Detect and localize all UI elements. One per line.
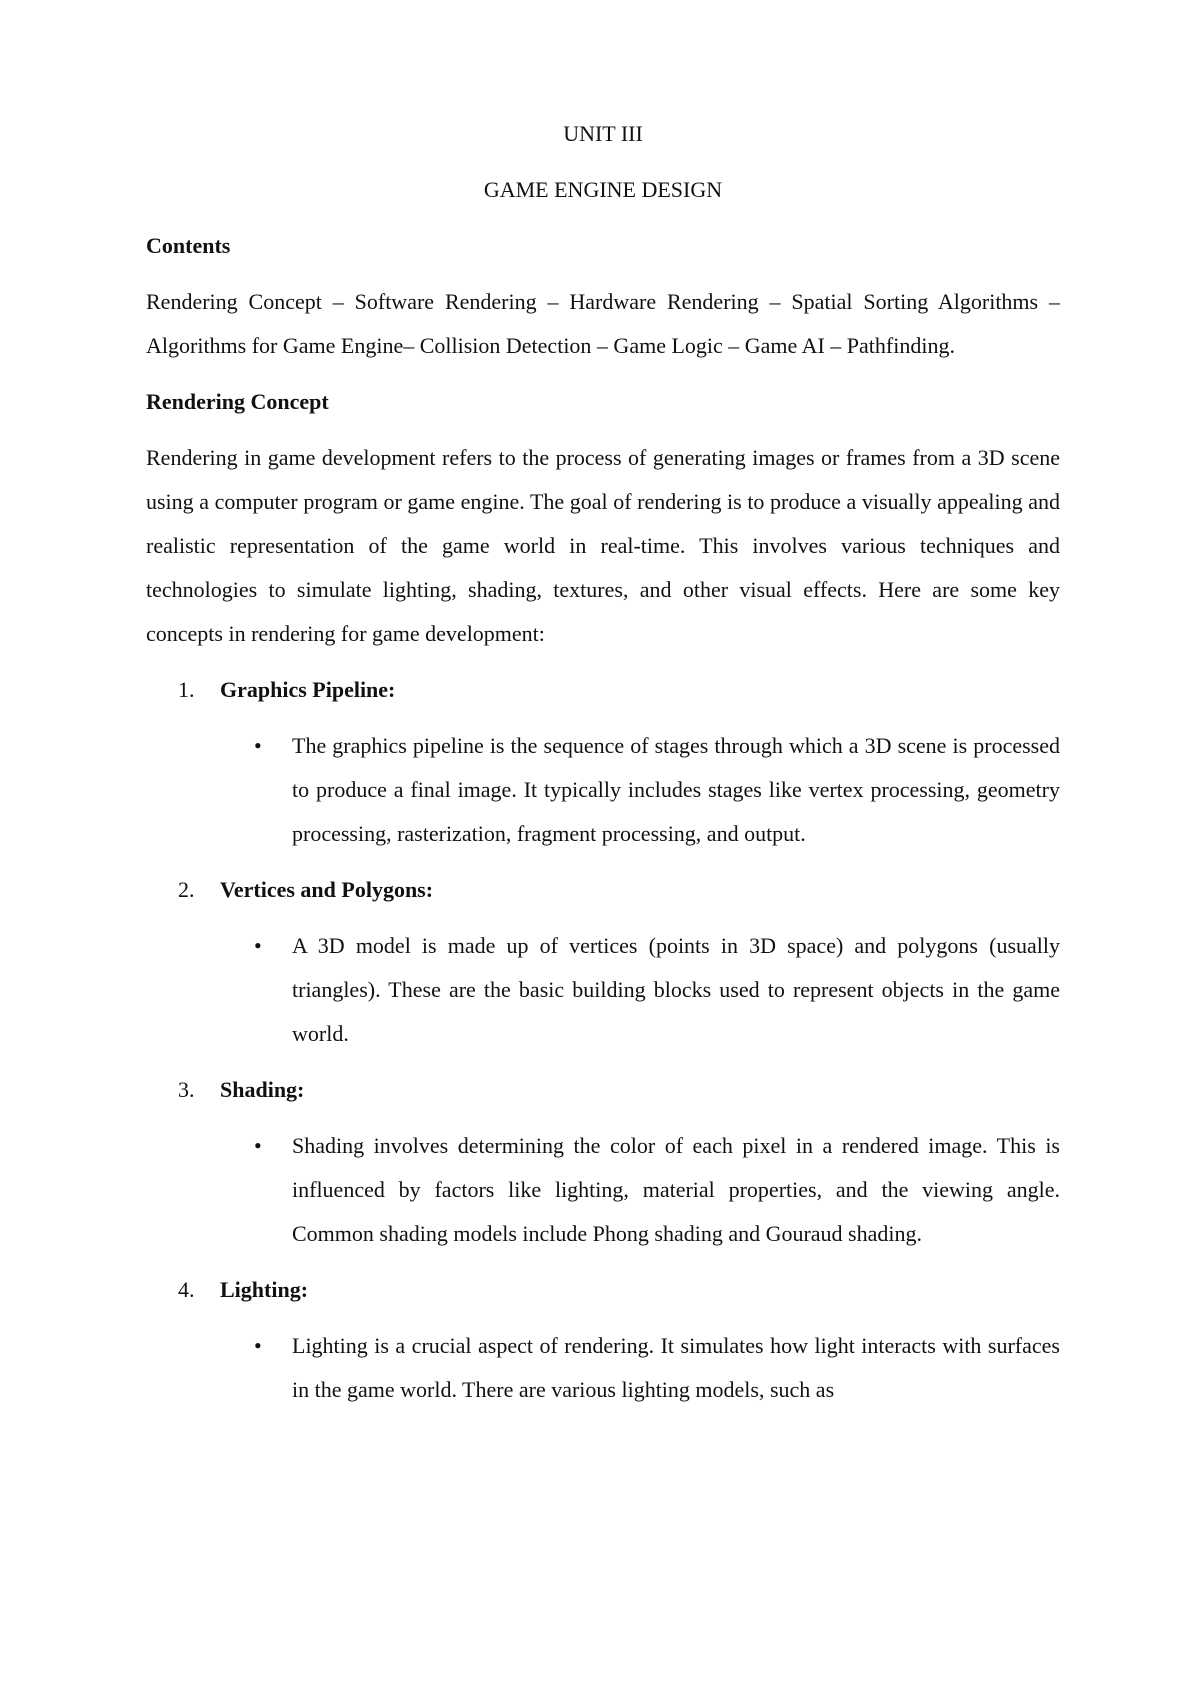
bullet-text: Shading involves determining the color of each pixel in a rendered image. This is influenced by factors like lighting, material properties, and the viewing angle. Common shading models include Phong shading and Gouraud shading. (292, 1133, 1060, 1246)
contents-text: Rendering Concept – Software Rendering – Hardware Rendering – Spatial Sorting Algorithms – Algorithms for Game Engine– Collision Detection – Game Logic – Game AI – Pathfinding. (146, 289, 1060, 358)
list-item (146, 668, 1060, 856)
bullet-text: A 3D model is made up of vertices (points in 3D space) and polygons (usually triangles). These are the basic building blocks used to represent objects in the game world. (292, 933, 1060, 1046)
list-item (146, 868, 1060, 1056)
list-item-title: Lighting: (220, 1277, 309, 1302)
bullet-text: Lighting is a crucial aspect of rendering. It simulates how light interacts with surfaces in the game world. There are various lighting models, such as (292, 1333, 1060, 1402)
list-item-number: 3. (178, 1077, 195, 1102)
list-item-title: Graphics Pipeline: (220, 677, 396, 702)
bullet-paragraph (146, 924, 1060, 1056)
list-item (146, 1268, 1060, 1412)
list-item-heading (146, 1068, 1060, 1112)
bullet-icon: • (254, 1333, 262, 1358)
list-item-heading (146, 1268, 1060, 1312)
bullet-paragraph (146, 724, 1060, 856)
contents-heading: Contents (146, 233, 231, 258)
list-item-number: 1. (178, 677, 195, 702)
bullet-paragraph (146, 1324, 1060, 1412)
list-item-number: 2. (178, 877, 195, 902)
bullet-text: The graphics pipeline is the sequence of stages through which a 3D scene is processed to produce a final image. It typically includes stages like vertex processing, geometry processing, rasterization, fragment processing, and output. (292, 733, 1060, 846)
concept-list (146, 668, 1060, 1412)
unit-label: UNIT III (563, 121, 643, 146)
list-item-heading (146, 668, 1060, 712)
list-item-title: Vertices and Polygons: (220, 877, 434, 902)
bullet-icon: • (254, 1133, 262, 1158)
bullet-icon: • (254, 733, 262, 758)
unit-title: GAME ENGINE DESIGN (483, 177, 723, 202)
page-content (146, 112, 1060, 1424)
list-item-heading (146, 868, 1060, 912)
bullet-icon: • (254, 933, 262, 958)
list-item-title: Shading: (220, 1077, 305, 1102)
list-item-number: 4. (178, 1277, 195, 1302)
bullet-paragraph (146, 1124, 1060, 1256)
section-heading: Rendering Concept (146, 389, 329, 414)
list-item (146, 1068, 1060, 1256)
section-intro: Rendering in game development refers to the process of generating images or frames from a 3D scene using a computer program or game engine. The goal of rendering is to produce a visually appealing and realistic representation of the game world in real-time. This involves various techniques and technologies to simulate lighting, shading, textures, and other visual effects. Here are some key concepts in rendering for game development: (146, 445, 1060, 646)
